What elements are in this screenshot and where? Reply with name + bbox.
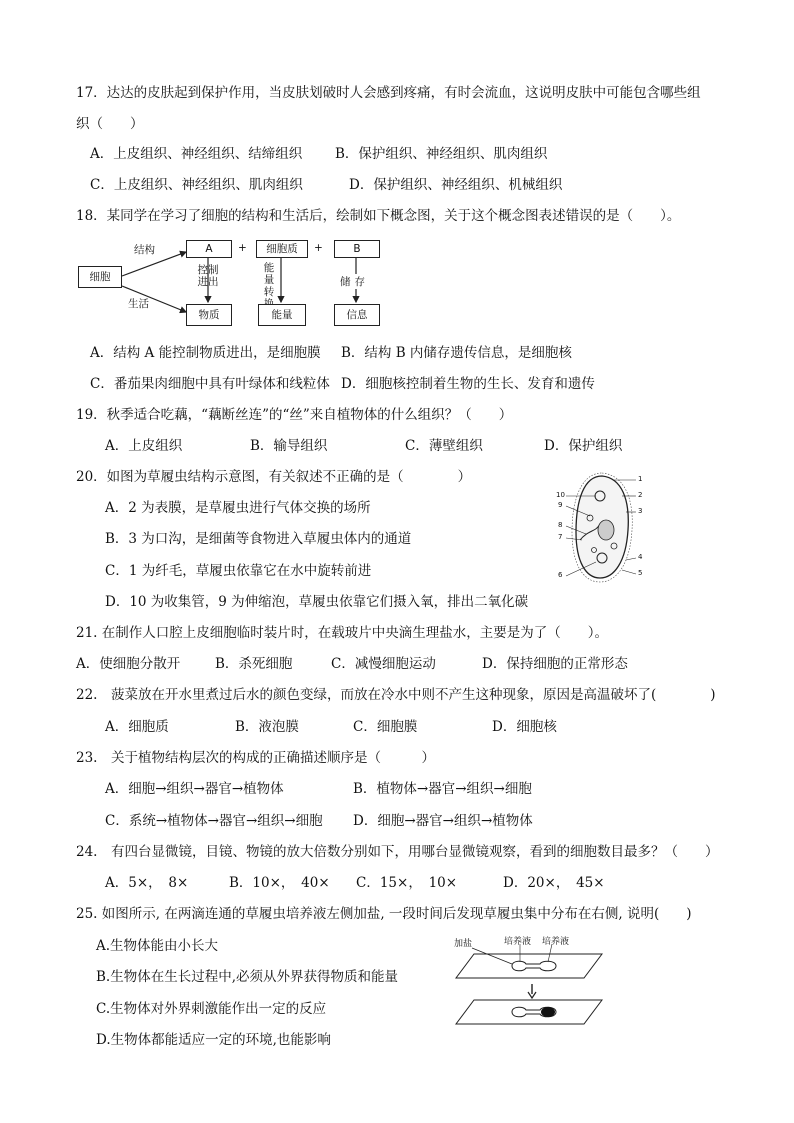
cell-box: 细胞 (78, 266, 122, 288)
culture-label-right: 培养液 (542, 937, 570, 947)
q17-option-a: A．上皮组织、神经组织、结缔组织 (90, 146, 303, 162)
q23-stem: 23. 关于植物结构层次的构成的正确描述顺序是（ ） (76, 750, 435, 766)
q25-option-d: D.生物体都能适应一定的环境,也能影响 (96, 1032, 331, 1048)
label-8: 8 (558, 521, 563, 529)
culture-label-left: 培养液 (504, 937, 532, 947)
label-1: 1 (638, 475, 643, 483)
q23-option-d: D．细胞→器官→组织→植物体 (353, 813, 533, 829)
q18-option-d: D．细胞核控制着生物的生长、发育和遗传 (341, 376, 595, 392)
q18-option-a: A．结构 A 能控制物质进出，是细胞膜 (90, 345, 321, 361)
energy-box: 能量 (258, 304, 306, 326)
q22-stem: 22. 菠菜放在开水里煮过后水的颜色变绿，而放在冷水中则不产生这种现象，原因是高温破坏了( ) (76, 687, 716, 703)
q17-option-b: B．保护组织、神经组织、肌肉组织 (335, 146, 548, 162)
info-box: 信息 (334, 304, 380, 326)
paramecium-figure (556, 470, 648, 584)
q21-stem: 21. 在制作人口腔上皮细胞临时装片时，在载玻片中央滴生理盐水，主要是为了（ ）。 (76, 625, 609, 641)
q22-option-a: A．细胞质 (105, 719, 169, 735)
q25-stem: 25. 如图所示, 在两滴连通的草履虫培养液左侧加盐, 一段时间后发现草履虫集中分布在右侧, 说明( ) (76, 906, 692, 922)
q21-option-d: D．保持细胞的正常形态 (482, 656, 628, 672)
cytoplasm-box: 细胞质 (256, 240, 308, 258)
plus-sign: + (238, 242, 247, 254)
q20-option-c: C．1 为纤毛，草履虫依靠它在水中旋转前进 (105, 563, 372, 579)
converter-label: 能量转 (263, 262, 275, 298)
label-10: 10 (556, 491, 565, 499)
storage-label: 储存 (340, 276, 369, 288)
q20-option-b: B．3 为口沟，是细菌等食物进入草履虫体内的通道 (105, 531, 412, 547)
q23-option-b: B．植物体→器官→组织→细胞 (353, 781, 532, 797)
structure-a-box: A (186, 240, 232, 258)
salt-experiment-figure (452, 936, 618, 1028)
salt-label: 加盐 (454, 939, 473, 949)
q25-option-c: C.生物体对外界刺激能作出一定的反应 (96, 1001, 327, 1017)
q21-option-a: A．使细胞分散开 (76, 656, 181, 672)
q25-option-b: B.生物体在生长过程中,必须从外界获得物质和能量 (96, 969, 399, 985)
structure-label: 结构 (134, 244, 155, 256)
label-2: 2 (638, 491, 643, 499)
q17-option-c: C．上皮组织、神经组织、肌肉组织 (90, 177, 303, 193)
label-5: 5 (638, 569, 643, 577)
q19-option-c: C．薄壁组织 (405, 438, 483, 454)
life-label: 生活 (128, 298, 149, 310)
q25-option-a: A.生物体能由小长大 (96, 938, 219, 954)
q19-option-d: D．保护组织 (544, 438, 623, 454)
q21-option-b: B．杀死细胞 (215, 656, 293, 672)
q18-stem: 18．某同学在学习了细胞的结构和生活后，绘制如下概念图，关于这个概念图表述错误的是（ ）。 (76, 208, 681, 224)
matter-box: 物质 (186, 304, 232, 326)
structure-b-box: B (334, 240, 380, 258)
q20-stem: 20．如图为草履虫结构示意图，有关叙述不正确的是（ ） (76, 469, 472, 485)
q24-option-d: D．20×， 45× (503, 875, 605, 891)
paramecium-drawing (556, 470, 648, 584)
q23-option-c: C．系统→植物体→器官→组织→细胞 (105, 813, 323, 829)
q17-stem-line2: 织（ ） (76, 116, 144, 132)
q22-option-b: B．液泡膜 (235, 719, 299, 735)
q21-option-c: C．减慢细胞运动 (331, 656, 436, 672)
q17-option-d: D．保护组织、神经组织、机械组织 (349, 177, 563, 193)
q19-option-b: B．输导组织 (250, 438, 328, 454)
q24-option-b: B．10×， 40× (229, 875, 330, 891)
q19-option-a: A．上皮组织 (105, 438, 183, 454)
q20-option-a: A．2 为表膜，是草履虫进行气体交换的场所 (105, 500, 371, 516)
label-7: 7 (558, 533, 563, 541)
q24-option-c: C．15×， 10× (356, 875, 458, 891)
q18-option-c: C．番茄果肉细胞中具有叶绿体和线粒体 (90, 376, 330, 392)
q17-stem-line1: 17．达达的皮肤起到保护作用，当皮肤划破时人会感到疼痛，有时会流血，这说明皮肤中可能包含哪些组 (76, 85, 701, 101)
q24-stem: 24. 有四台显微镜，目镜、物镜的放大倍数分别如下，用哪台显微镜观察，看到的细胞数目最多？（ ） (76, 844, 719, 860)
q24-option-a: A．5×， 8× (105, 875, 189, 891)
q22-option-d: D．细胞核 (492, 719, 557, 735)
label-3: 3 (638, 507, 643, 515)
q22-option-c: C．细胞膜 (353, 719, 418, 735)
label-4: 4 (638, 553, 643, 561)
q20-option-d: D．10 为收集管，9 为伸缩泡，草履虫依靠它们摄入氧，排出二氧化碳 (105, 594, 529, 610)
label-9: 9 (558, 501, 563, 509)
label-6: 6 (558, 571, 563, 579)
plus-sign: + (314, 242, 323, 254)
slide-drawing (452, 936, 618, 1028)
q19-stem: 19．秋季适合吃藕，“藕断丝连”的“丝”来自植物体的什么组织？（ ） (76, 407, 513, 423)
q18-concept-map (78, 236, 388, 332)
control-label: 控制进出 (197, 264, 219, 288)
q23-option-a: A．细胞→组织→器官→植物体 (105, 781, 284, 797)
q18-option-b: B．结构 B 内储存遗传信息，是细胞核 (341, 345, 572, 361)
